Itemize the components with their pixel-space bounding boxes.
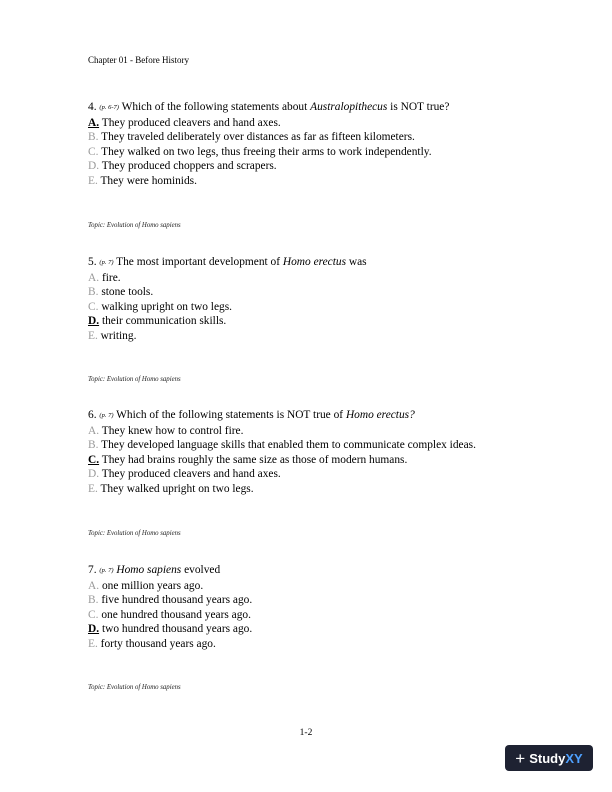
option-b: B. stone tools. xyxy=(88,286,154,299)
option-letter-correct: D. xyxy=(88,623,100,636)
option-letter: B. xyxy=(88,594,99,607)
question-stem: 5. (p. 7) The most important development of Homo erectus was xyxy=(88,256,367,268)
question-number: 6. xyxy=(88,409,97,421)
option-b: B. They developed language skills that enabled them to communicate complex ideas. xyxy=(88,439,476,452)
option-d: D. two hundred thousand years ago. xyxy=(88,623,253,636)
question-stem: 6. (p. 7) Which of the following statements is NOT true of Homo erectus? xyxy=(88,409,415,421)
option-letter: E. xyxy=(88,637,98,650)
question-5 xyxy=(88,255,548,344)
option-e: E. forty thousand years ago. xyxy=(88,637,216,650)
option-letter: C. xyxy=(88,608,99,621)
chapter-header: Chapter 01 - Before History xyxy=(88,55,189,65)
plus-icon: + xyxy=(515,748,526,768)
page-reference: (p. 7) xyxy=(99,567,114,574)
option-letter: A. xyxy=(88,579,100,592)
option-b: B. They traveled deliberately over distances as far as fifteen kilometers. xyxy=(88,131,415,144)
option-d: D. They produced choppers and scrapers. xyxy=(88,160,277,173)
option-a: A. fire. xyxy=(88,271,121,284)
option-letter-correct: C. xyxy=(88,453,100,466)
page-reference: (p. 7) xyxy=(99,259,114,266)
option-a: A. They knew how to control fire. xyxy=(88,424,244,437)
option-letter: A. xyxy=(88,271,100,284)
page-number: 1-2 xyxy=(299,728,313,738)
option-letter: E. xyxy=(88,174,98,187)
option-letter: D. xyxy=(88,160,100,173)
option-letter: A. xyxy=(88,424,100,437)
option-c: C. They had brains roughly the same size as those of modern humans. xyxy=(88,453,408,466)
option-letter: C. xyxy=(88,145,99,158)
brand-accent: XY xyxy=(565,750,583,766)
option-c: C. walking upright on two legs. xyxy=(88,300,232,313)
topic-label: Topic: Evolution of Homo sapiens xyxy=(88,530,181,537)
question-6 xyxy=(88,408,548,497)
brand-name: Study xyxy=(529,750,566,766)
topic-label: Topic: Evolution of Homo sapiens xyxy=(88,684,181,691)
option-letter: C. xyxy=(88,300,99,313)
option-letter: B. xyxy=(88,439,99,452)
option-e: E. writing. xyxy=(88,329,137,342)
question-stem: 7. (p. 7) Homo sapiens evolved xyxy=(88,564,221,576)
question-7 xyxy=(88,563,548,652)
option-letter: E. xyxy=(88,482,98,495)
option-letter: B. xyxy=(88,131,99,144)
option-d: D. their communication skills. xyxy=(88,315,227,328)
option-letter: D. xyxy=(88,468,100,481)
option-c: C. one hundred thousand years ago. xyxy=(88,608,251,621)
question-number: 7. xyxy=(88,564,97,576)
option-a: A. one million years ago. xyxy=(88,579,204,592)
topic-label: Topic: Evolution of Homo sapiens xyxy=(88,376,181,383)
question-stem: 4. (p. 6-7) Which of the following statements about Australopithecus is NOT true? xyxy=(88,101,450,113)
question-4 xyxy=(88,100,548,189)
option-b: B. five hundred thousand years ago. xyxy=(88,594,253,607)
studyxy-badge[interactable] xyxy=(505,745,593,771)
option-letter-correct: D. xyxy=(88,315,100,328)
option-e: E. They walked upright on two legs. xyxy=(88,482,254,495)
option-letter-correct: A. xyxy=(88,116,100,129)
question-number: 4. xyxy=(88,101,97,113)
option-letter: B. xyxy=(88,286,99,299)
option-letter: E. xyxy=(88,329,98,342)
option-d: D. They produced cleavers and hand axes. xyxy=(88,468,281,481)
page-reference: (p. 7) xyxy=(99,412,114,419)
page-reference: (p. 6-7) xyxy=(99,104,119,111)
question-number: 5. xyxy=(88,256,97,268)
option-a: A. They produced cleavers and hand axes. xyxy=(88,116,281,129)
option-e: E. They were hominids. xyxy=(88,174,197,187)
topic-label: Topic: Evolution of Homo sapiens xyxy=(88,222,181,229)
option-c: C. They walked on two legs, thus freeing their arms to work independently. xyxy=(88,145,432,158)
